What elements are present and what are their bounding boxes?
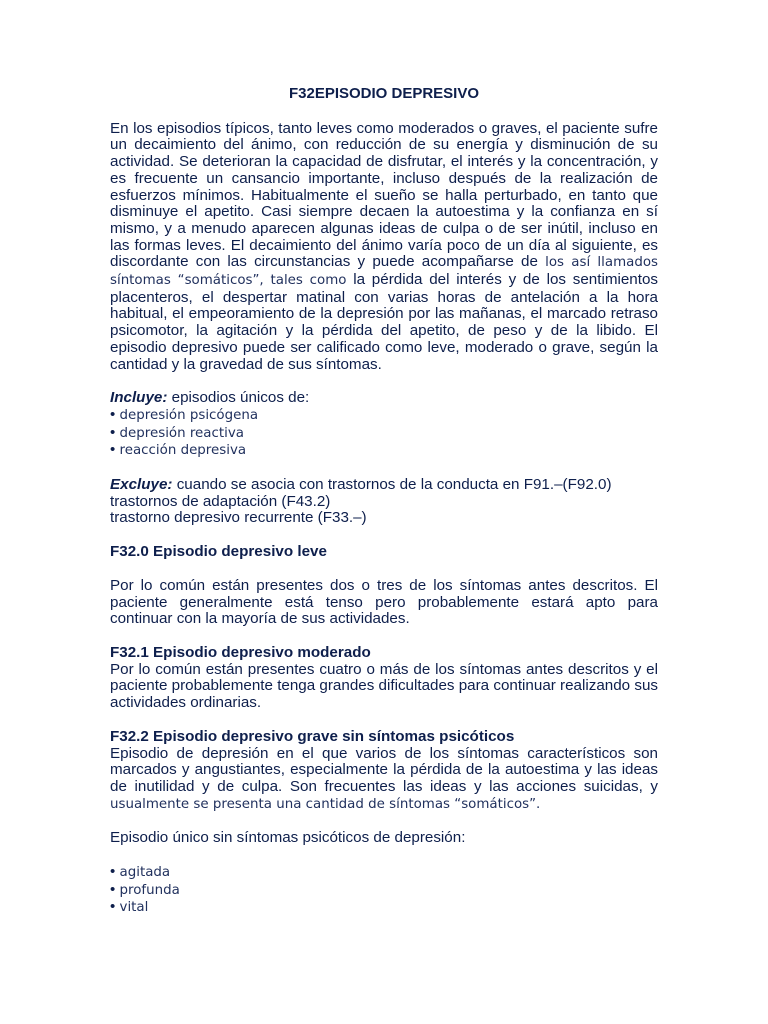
- intro-text-c: la pérdida del interés y de los sentimientos placenteros, el despertar matinal con varias horas de antelación a la hora habitual, el empeoramiento de la depresión por las mañanas, el marcado retraso psicomotor, la agitación y la pérdida del apetito, de peso y de la libido. El episodio depresivo puede ser calificado como leve, moderado o grave, según la cantidad y la gravedad de sus síntomas.: [110, 271, 658, 373]
- excluye-line: [110, 477, 658, 494]
- f322-item: • profunda: [110, 880, 180, 898]
- f320-heading: F32.0 Episodio depresivo leve: [110, 543, 327, 561]
- incluye-item-text: depresión psicógena: [119, 407, 259, 423]
- incluye-item-text: reacción depresiva: [119, 443, 247, 459]
- incluye-text: episodios únicos de:: [167, 389, 310, 407]
- document-title: F32EPISODIO DEPRESIVO: [288, 85, 480, 102]
- f321-paragraph: Por lo común están presentes cuatro o más de los síntomas antes descritos y el paciente probablemente tenga grandes dificultades para continuar realizando sus actividades ordinarias.: [110, 660, 658, 712]
- f322-item: • agitada: [110, 863, 171, 881]
- f322-unico-line: Episodio único sin síntomas psicóticos de depresión:: [110, 829, 466, 847]
- f322-text: Episodio de depresión en el que varios de los síntomas característicos son marcados y angustiantes, especialmente la pérdida de la autoestima y las ideas de inutilidad y de culpa. Son frecuentes las ideas y las acciones suicidas, y: [110, 744, 658, 795]
- excluye-line-3: trastorno depresivo recurrente (F33.–): [110, 509, 367, 527]
- excluye-label: Excluye:: [110, 476, 173, 494]
- excluye-line-2: trastornos de adaptación (F43.2): [110, 492, 331, 510]
- f322-text-light: usualmente se presenta una cantidad de síntomas “somáticos”.: [110, 796, 541, 812]
- intro-text-b: los así llamados síntomas “somáticos”, tales como: [110, 255, 658, 289]
- incluye-item: • reacción depresiva: [110, 441, 247, 459]
- f322-heading: F32.2 Episodio depresivo grave sin síntomas psicóticos: [110, 727, 515, 745]
- f322-item: • vital: [110, 898, 149, 916]
- incluye-line: [110, 390, 658, 407]
- intro-paragraph: [110, 121, 658, 374]
- f321-heading: F32.1 Episodio depresivo moderado: [110, 643, 371, 661]
- f322-paragraph: [110, 746, 658, 814]
- f320-paragraph: Por lo común están presentes dos o tres de los síntomas antes descritos. El paciente generalmente está tenso pero probablemente estará apto para continuar con la mayoría de sus actividades.: [110, 576, 658, 628]
- intro-text-a: En los episodios típicos, tanto leves como moderados o graves, el paciente sufre un decaimiento del ánimo, con reducción de su energía y disminución de su actividad. Se deterioran la capacidad de disfrutar, el interés y la concentración, y es frecuente un cansancio importante, incluso después de la realización de esfuerzos mínimos. Habitualmente el sueño se halla perturbado, en tanto que disminuye el apetito. Casi siempre decaen la autoestima y la confianza en sí mismo, y a menudo aparecen algunas ideas de culpa o de ser inútil, incluso en las formas leves. El decaimiento del ánimo varía poco de un día al siguiente, es discordante con las circunstancias y puede acompañarse de: [110, 119, 658, 271]
- excluye-text: cuando se asocia con trastornos de la conducta en F91.–(F92.0): [172, 476, 612, 494]
- incluye-item: • depresión reactiva: [110, 423, 244, 441]
- f322-item-text: agitada: [119, 865, 171, 881]
- incluye-label: Incluye:: [110, 389, 168, 407]
- document-page: [110, 86, 658, 917]
- incluye-item-text: depresión reactiva: [119, 425, 244, 441]
- f322-item-text: profunda: [119, 882, 180, 898]
- f322-item-text: vital: [119, 900, 149, 916]
- incluye-item: • depresión psicógena: [110, 405, 259, 423]
